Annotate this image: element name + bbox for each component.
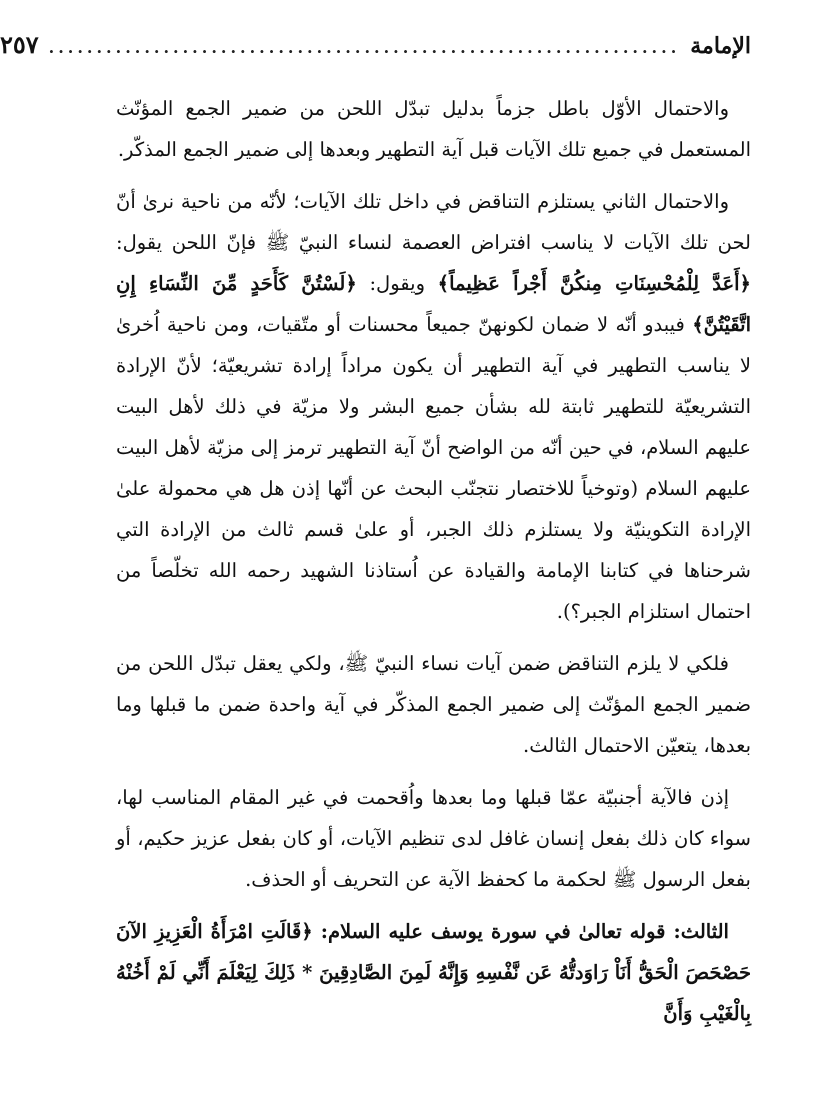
body-text [116,88,751,1034]
paragraph-1 [116,88,751,170]
page-number: ٢٥٧ [0,30,39,59]
paragraph-3 [116,643,751,766]
paragraph-2-text-b: ويقول: [356,272,438,295]
paragraph-5 [116,911,751,1034]
paragraph-2 [116,181,751,632]
paragraph-4-text: إذن فالآية أجنبيّة عمّا قبلها وما بعدها واُقحمت في غير المقام المناسب لها، سواء كان ذلك بفعل إنسان غافل لدى تنظيم الآيات، أو كان بفعل عزيز حكيم، أو بفعل الرسول ﷺ لحكمة ما كحفظ الآية عن التحريف أو الحذف. [116,786,751,891]
quran-verse-1: ﴿أَعَدَّ لِلْمُحْسِنَاتِ مِنكُنَّ أَجْراً عَظِيماً﴾ [437,272,751,295]
paragraph-5-lead: الثالث: قوله تعالىٰ في سورة يوسف عليه السلام: [312,920,729,943]
paragraph-1-text: والاحتمال الأوّل باطل جزماً بدليل تبدّل اللحن من ضمير الجمع المؤنّث المستعمل في جميع تلك الآيات قبل آية التطهير وبعدها إلى ضمير الجمع المذكّر. [116,97,751,161]
quran-verse-3: ﴿قَالَتِ امْرَأَةُ الْعَزِيزِ الآنَ حَصْحَصَ الْحَقُّ أَنَاْ رَاوَدتُّهُ عَن نَّفْسِهِ وَإِنَّهُ لَمِنَ الصَّادِقِينَ * ذَلِكَ لِيَعْلَمَ أَنِّي لَمْ أَخُنْهُ بِالْغَيْبِ وَأَنَّ [116,920,751,1025]
paragraph-2-text-c: فيبدو أنّه لا ضمان لكونهنّ جميعاً محسنات أو متّقيات، ومن ناحية اُخرىٰ لا يناسب التطهير في آية التطهير أن يكون مراداً إرادة تشريعيّة؛ لأنّ الإرادة التشريعيّة للتطهير ثابتة لله بشأن جميع البشر ولا مزيّة في ذلك لأهل البيت عليهم السلام، في حين أنّه من الواضح أنّ آية التطهير ترمز إلى مزيّة لأهل البيت عليهم السلام (وتوخياً للاختصار نتجنّب البحث عن أنّها إذن هل هي محمولة علىٰ الإرادة التكوينيّة ولا يستلزم ذلك الجبر، أو علىٰ قسم ثالث من الإرادة التي شرحناها في كتابنا الإمامة والقيادة عن اُستاذنا الشهيد رحمه الله تخلّصاً من احتمال استلزام الجبر؟). [116,313,751,623]
quran-verse-2: ﴿لَسْتُنَّ كَأَحَدٍ مِّنَ النِّسَاءِ إِنِ اتَّقَيْتُنَّ﴾ [116,272,751,336]
paragraph-4 [116,777,751,900]
running-title: الإمامة [690,33,751,59]
page-header [0,30,751,70]
leader-dots: .................................................................. [48,38,681,57]
paragraph-2-text-a: والاحتمال الثاني يستلزم التناقض في داخل تلك الآيات؛ لأنّه من ناحية نرىٰ أنّ لحن تلك الآيات لا يناسب افتراض العصمة لنساء النبيّ ﷺ فإنّ اللحن يقول: [116,190,751,254]
paragraph-3-text: فلكي لا يلزم التناقض ضمن آيات نساء النبيّ ﷺ، ولكي يعقل تبدّل اللحن من ضمير الجمع المؤنّث إلى ضمير الجمع المذكّر في آية واحدة ضمن ما قبلها وما بعدها، يتعيّن الاحتمال الثالث. [116,652,751,757]
